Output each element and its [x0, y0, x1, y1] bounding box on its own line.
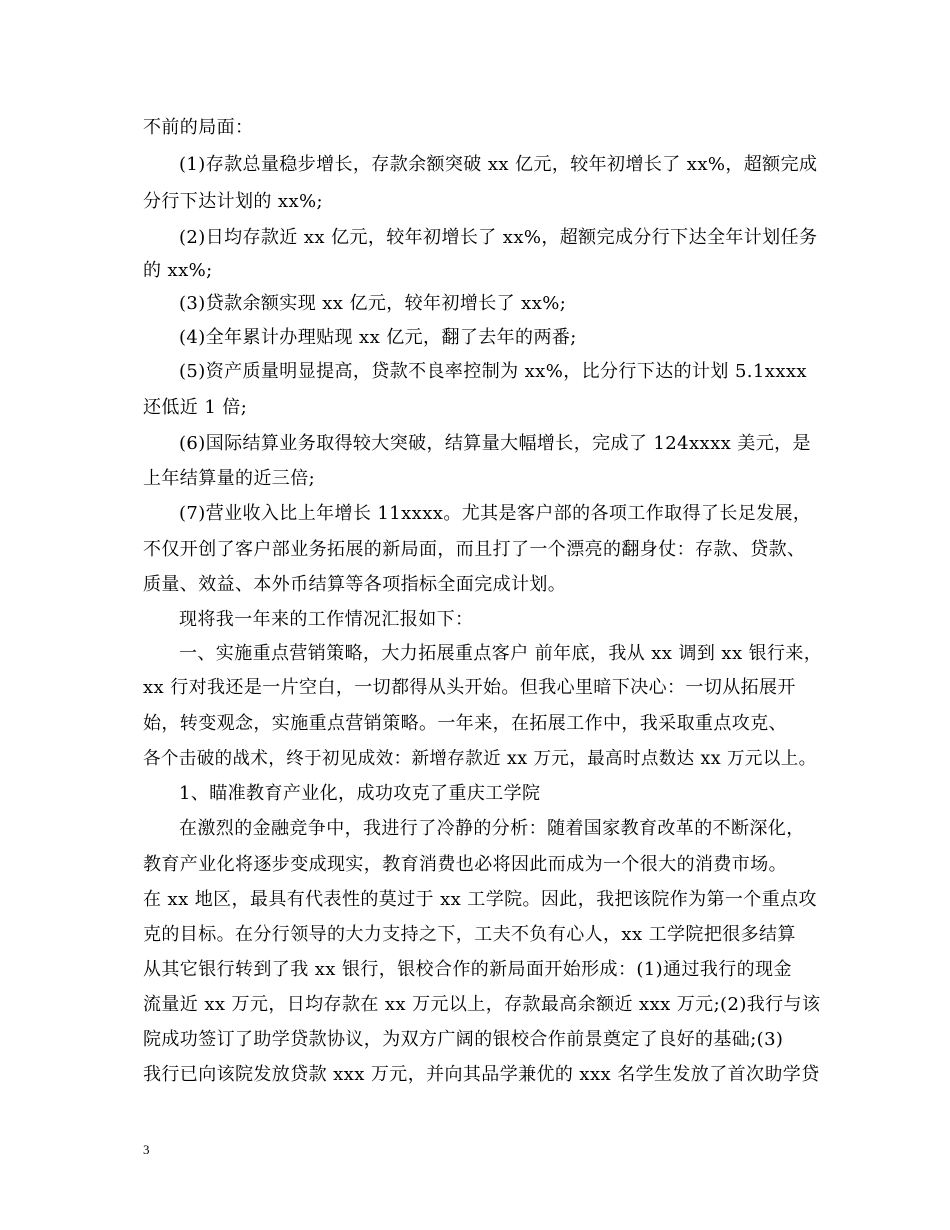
text-line: 不仅开创了客户部业务拓展的新局面，而且打了一个漂亮的翻身仗：存款、贷款、	[143, 539, 806, 560]
text-line: 流量近 xx 万元，日均存款在 xx 万元以上，存款最高余额近 xxx 万元;(2)我行与该	[143, 994, 821, 1015]
text-line: (7)营业收入比上年增长 11xxxx。尤其是客户部的各项工作取得了长足发展，	[179, 503, 812, 524]
text-line: 现将我一年来的工作情况汇报如下：	[179, 609, 474, 630]
text-line: xx 行对我还是一片空白，一切都得从头开始。但我心里暗下决心：一切从拓展开	[143, 677, 796, 698]
text-line: (4)全年累计办理贴现 xx 亿元，翻了去年的两番;	[179, 327, 577, 348]
text-line: 的 xx%;	[143, 260, 213, 281]
text-line: (6)国际结算业务取得较大突破，结算量大幅增长，完成了 124xxxx 美元，是	[179, 433, 811, 454]
text-line: 上年结算量的近三倍;	[143, 468, 316, 489]
text-line: 分行下达计划的 xx%;	[143, 191, 323, 212]
text-line: 我行已向该院发放贷款 xxx 万元，并向其品学兼优的 xxx 名学生发放了首次助学贷	[143, 1064, 820, 1085]
text-line: 克的目标。在分行领导的大力支持之下，工夫不负有心人，xx 工学院把很多结算	[143, 924, 796, 945]
text-line: 各个击破的战术，终于初见成效：新增存款近 xx 万元，最高时点数达 xx 万元以上。	[143, 749, 817, 769]
text-line: (5)资产质量明显提高，贷款不良率控制为 xx%，比分行下达的计划 5.1xxxx	[179, 361, 807, 382]
text-line: 不前的局面：	[143, 117, 254, 138]
text-line: (2)日均存款近 xx 亿元，较年初增长了 xx%，超额完成分行下达全年计划任务	[179, 227, 818, 248]
text-line: 始，转变观念，实施重点营销策略。一年来，在拓展工作中，我采取重点攻克、	[143, 713, 787, 734]
text-line: 1、瞄准教育产业化，成功攻克了重庆工学院	[179, 783, 541, 804]
text-line: 教育产业化将逐步变成现实，教育消费也必将因此而成为一个很大的消费市场。	[143, 854, 787, 875]
text-line: 从其它银行转到了我 xx 银行，银校合作的新局面开始形成：(1)通过我行的现金	[143, 959, 792, 980]
text-line: 在激烈的金融竞争中，我进行了冷静的分析：随着国家教育改革的不断深化，	[179, 818, 805, 839]
text-line: (1)存款总量稳步增长，存款余额突破 xx 亿元，较年初增长了 xx%，超额完成	[179, 154, 818, 175]
text-line: 质量、效益、本外币结算等各项指标全面完成计划。	[143, 574, 567, 595]
text-line: (3)贷款余额实现 xx 亿元，较年初增长了 xx%;	[179, 293, 567, 314]
text-line: 在 xx 地区，最具有代表性的莫过于 xx 工学院。因此，我把该院作为第一个重点攻	[143, 889, 817, 910]
text-line: 还低近 1 倍;	[143, 397, 248, 418]
page-number: 3	[143, 1142, 150, 1157]
text-line: 院成功签订了助学贷款协议，为双方广阔的银校合作前景奠定了良好的基础;(3)	[143, 1029, 784, 1050]
text-line: 一、实施重点营销策略，大力拓展重点客户 前年底，我从 xx 调到 xx 银行来，	[179, 643, 823, 664]
